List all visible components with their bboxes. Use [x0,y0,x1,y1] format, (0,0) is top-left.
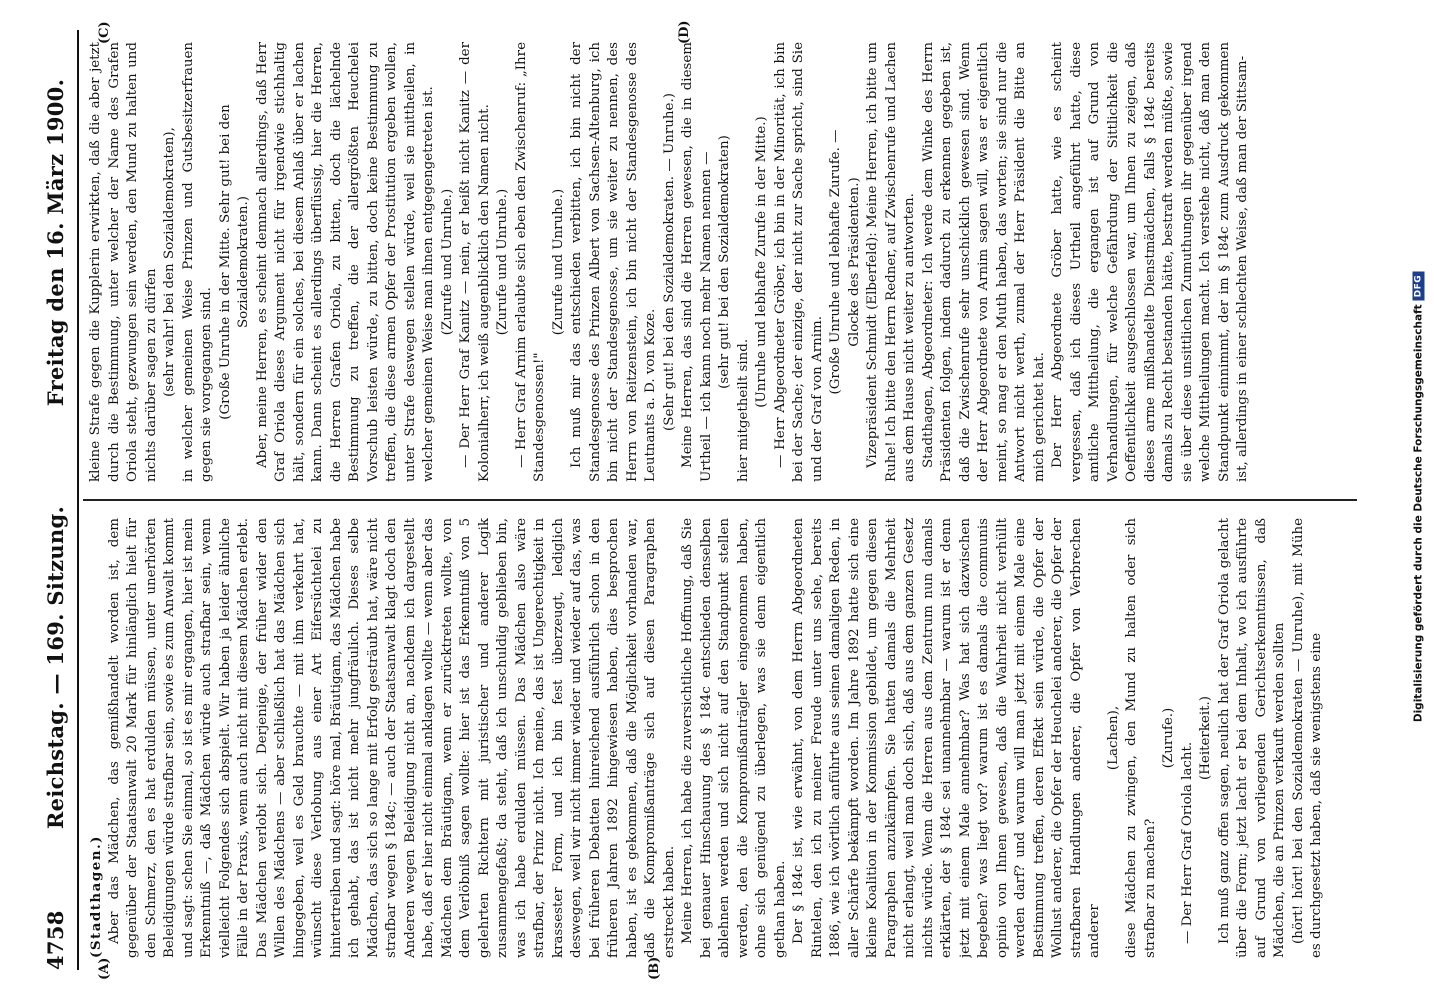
paragraph: Der § 184c ist, wie erwähnt, von dem Herrn Abgeordneten Rintelen, den ich zu meiner Freude unter uns sehe, bereits 1886, wie ich wörtlich anführte aus seinen damaligen Reden, in aller Schärfe bekämpft worden. Im Jahre 1892 hatte sich eine kleine Koalition in der Kommission gebildet, um gegen diesen Paragraphen anzukämpfen. Sie hatten damals die Mehrheit nicht erlangt, weil man doch sich, daß aus dem ganzen Gesetz nichts würde. Wenn die Herren aus dem Zentrum nun damals erklärten, der § 184c sei unannehmbar — warum ist er denn jetzt mit einem Male annehmbar? Was hat sich dazwischen begeben? was liegt vor? warum ist es damals die communis opinio von Ihnen gewesen, daß die Wahrheit nicht verhüllt werden darf? und warum will man jetzt mit einem Male eine Bestimmung treffen, deren Effekt sein würde, die Opfer der Wollust anderer, die Opfer der Heuchelei anderer, die Opfer der strafbaren Handlungen anderer, die Opfer von Verbrechen anderer [791,518,1102,958]
margin-marker-b: (B) [647,956,662,980]
paragraph: — Herr Abgeordneter Gröber, ich bin in der Minorität, ich bin bei der Sache; der einzige, der nicht zur Sache spricht, sind Sie und der Graf von Arnim. [772,42,825,482]
paragraph: Vizepräsident Schmidt (Elberfeld): Meine Herren, ich bitte um Ruhe! Ich bitte den Herrn Redner, auf Zwischenrufe und Lachen aus dem Hause nicht weiter zu antworten. [865,42,917,482]
paragraph: (sehr gut! bei den Sozialdemokraten) [717,135,732,389]
right-column [87,42,1357,482]
paragraph: — Herr Graf Arnim erlaubte sich eben den Zwischenruf: „Ihre Standesgenossen!" [513,42,547,482]
paragraph: kleine Strafe gegen die Kupplerin erwirkten, daß die aber jetzt durch die Bestimmung, unter welcher der Name des Grafen Oriola steht, gezwungen sein werden, den Mund zu halten und nichts darüber sagen zu dürfen [88,42,159,482]
page-header [35,30,75,970]
paragraph: (Sehr gut! bei den Sozialdemokraten. — Unruhe.) [661,93,677,431]
header-rule [77,30,79,970]
paragraph: Ich muß mir das entschieden verbitten, ich bin nicht der Standesgenosse des Prinzen Albert von Sachsen-Altenburg, ich bin nicht der Standesgenosse, um sie weiter zu nennen, des Herrn von Reitzenstein, ich bin nicht der Standesgenosse des Leutnants a. D. von Koze. [569,42,658,482]
speaker-label: (Stadthagen.) [88,835,104,958]
session-date: Freitag den 16. März 1900. [42,78,68,407]
page-number: 4758 [42,910,68,970]
paragraph: (Unruhe und lebhafte Zurufe in der Mitte.) [754,116,769,408]
paragraph: (Große Unruhe und lebhafte Zurufe. — [828,129,843,395]
column-divider [83,499,1357,501]
paragraph: (sehr wahr! bei den Sozialdemokraten), [162,127,177,397]
paragraph: Stadthagen, Abgeordneter: Ich werde dem Winke des Herrn Präsidenten folgen, indem dadurch zu erkennen gegeben ist, daß die Zwischenrufe sehr unschicklich gewesen sind. Wenn der Herr Abgeordnete von Arnim sagen will, was er eigentlich meint, so mag er den Muth haben, das worten; sie sind nur die Antwort nicht werth, zumal der Herr Präsident die Bitte an mich gerichtet hat. [920,42,1047,482]
paragraph: (Zurufe und Unruhe.) [439,188,455,336]
paragraph: (Heiterkeit.) [1198,696,1213,780]
paragraph: in welcher gemeinen Weise Prinzen und Gutsbesitzerfrauen gegen sie vorgegangen sind. [180,42,214,482]
paragraph: Meine Herren, das sind die Herren gewesen, die in diesem Urtheil — ich kann noch mehr Namen nennen — [680,42,714,482]
document-page [27,20,1367,980]
paragraph: Meine Herren, ich habe die zuversichtliche Hoffnung, daß Sie bei genauer Hinschauung des § 184c entschieden denselben ablehnen werden und sich nicht auf den Standpunkt stellen werden, den die Kompromißanträgler eingenommen haben, ohne sich genügend zu überlegen, was sie denn eigentlich gethan haben. [680,518,788,958]
paragraph: hier mitgetheilt sind. [735,338,751,482]
paragraph: (Große Unruhe in der Mitte. Sehr gut! bei den Sozialdemokraten.) [217,104,251,420]
paragraph: Aber das Mädchen, das gemißhandelt worden ist, dem gegenüber der Staatsanwalt 20 Mark für hinlänglich hielt für den Schmerz, den es hat erdulden müssen, unter unerhörten Beleidigungen würde strafbar sein, sowie es zum Anwalt kommt und sagt: schen Sie einmal, so ist es mir ergangen, hier ist mein Erkenntniß —, daß Mädchen würde auch strafbar sein, wenn vielleicht Folgendes sich abspielt. Wir haben ja leider ähnliche Fälle in der Praxis, wenn auch nicht mit diesem Mädchen erlebt. Das Mädchen verlobt sich. Derjenige, der früher wider den Willen des Mädchens — aber schließlich hat das Mädchen sich hingegeben, weil es Geld brauchte — mit ihm verkehrt hat, wünscht diese Verlobung aus einer Art Eifersüchtelei zu hintertreiben und sagt: höre mal, Bräutigam, das Mädchen habe ich gehabt, das ist nicht mehr jungfräulich. Dieses selbe Mädchen, das sich so lange mit Erfolg gesträubt hat, wäre nicht strafbar wegen § 184c; — auch der Staatsanwalt klagt doch den Anderen wegen Beleidigung nicht an, nachdem ich dargestellt habe, daß er hier nicht einmal anklagen wollte — wenn aber das Mädchen dem Bräutigam, wenn er zurücktreten wollte, von dem Verlöbniß sagen wollte: hier ist das Erkenntniß von 5 gelehrten Richtern mit juristischer und anderer Logik zusammengefaßt; da steht, daß ich unschuldig geblieben bin, was ich habe erdulden müssen. Das Mädchen also wäre strafbar, der Prinz nicht. Ich meine, das ist Ungerechtigkeit in krassester Form, und ich bin fest überzeugt, lediglich deswegen, weil wir nicht immer wieder und wieder auf das, was bei früheren Debatten hinreichend ausführlich schon in den früheren Jahren 1892 hingewiesen haben, dies besprochen haben, ist es gekommen, daß die Möglichkeit vorhanden war, daß die Kompromißanträge sich auf diesen Paragraphen erstreckt haben. [106,518,677,958]
left-column [87,518,1357,958]
session-title: Reichstag. — 169. Sitzung. [42,505,68,830]
paragraph: (hört! hört! bei den Sozialdemokraten — Unruhe), mit Mühe es durchgesetzt haben, daß sie wenigstens eine [1290,518,1324,958]
paragraph: diese Mädchen zu zwingen, den Mund zu halten oder sich strafbar zu machen? [1124,518,1158,958]
paragraph: — Der Herr Graf Oriola lacht. [1179,741,1195,944]
margin-marker-a: (A) [97,957,112,980]
paragraph: (Zurufe und Unruhe.) [495,188,510,336]
paragraph: — Der Herr Graf Kanitz — nein, er heißt nicht Kanitz — der Kolonialherr, ich weiß augenblicklich den Namen nicht. [458,42,492,482]
paragraph: Ich muß ganz offen sagen, neulich hat der Graf Oriola gelacht über die Form; jetzt lacht er bei dem Inhalt, wo ich ausführte auf Grund von vorliegenden Gerichtserkenntnissen, daß Mädchen, die an Prinzen verkauft werden sollten [1216,518,1287,958]
paragraph: Der Herr Abgeordnete Gröber hatte, wie es scheint vergessen, daß ich dieses Urtheil angeführt hatte, diese amtliche Mittheilung, die ergangen ist auf Grund von Verhandlungen, für welche Gefährdung der Sittlichkeit die Oeffentlichkeit ausgeschlossen war, um Ihnen zu zeigen, daß dieses arme mißhandelte Dienstmädchen, falls § 184c bereits damals zu Recht bestanden hätte, bestraft werden müßte, sowie sie über diese unsittlichen Zumuthungen ihr gegenüber irgend welche Mittheilungen macht. Ich verstehe nicht, daß man den Standpunkt einnimmt, der im § 184c zum Ausdruck gekommen ist, allerdings in einer schlechten Weise, daß man der Sittsam- [1050,42,1250,482]
paragraph: (Zurufe.) [1161,707,1176,769]
paragraph: (Zurufe und Unruhe.) [550,188,566,336]
margin-marker-d: (D) [677,20,692,44]
stamp-text: Digitalisierung gefördert durch die Deutsche Forschungsgemeinschaft [1412,304,1425,723]
margin-marker-c: (C) [97,21,112,44]
paragraph: (Lachen), [1105,705,1121,771]
paragraph: Glocke des Präsidenten.) [846,177,862,347]
digitization-stamp [1406,8,1432,993]
dfg-logo: DFG [1413,272,1425,301]
paragraph: Aber, meine Herren, es scheint demnach allerdings, daß Herr Graf Oriola dieses Argument nicht für irgendwie stichhaltig hält, sondern für ein solches, bei diesem Anlaß über er lachen kann. Dann scheint es allerdings überflüssig, hier die Herren, die Herren Grafen Oriola, zu bitten, doch die lächelnde Bestimmung zu treffen, die der allergrößten Heuchelei Vorschub leisten würde, zu bitten, doch keine Bestimmung zu treffen, die diese armen Opfer der Prostitution ergeben wollen, unter Strafe deswegen stellen würde, weil sie mittheilen, in welcher gemeinen Weise man ihnen entgegengetreten ist. [254,42,436,482]
